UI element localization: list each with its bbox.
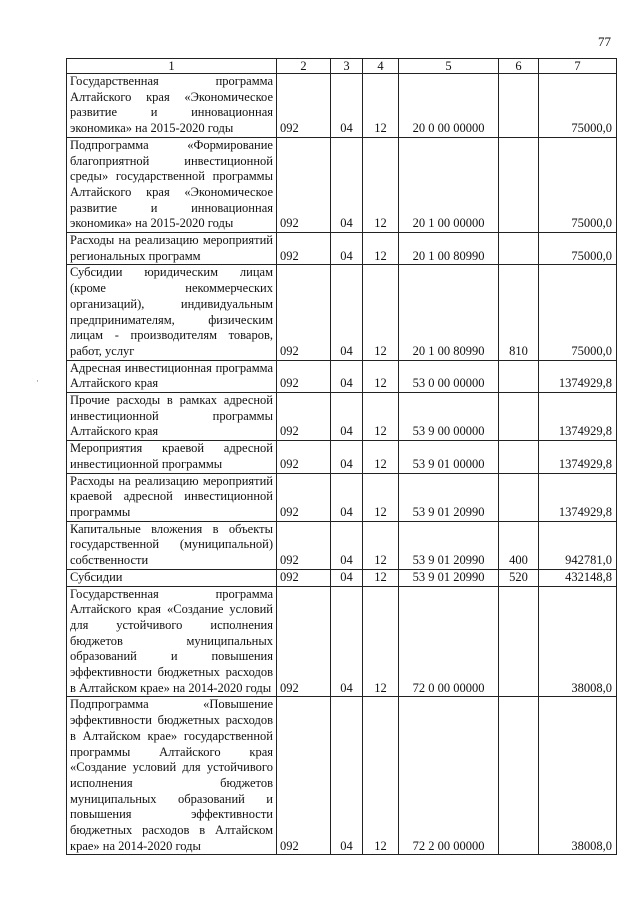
cell-amount: 75000,0: [539, 74, 617, 138]
cell-section: 04: [331, 265, 363, 360]
row-name: Прочие расходы в рамках адресной инвестиционной программы Алтайского края: [67, 393, 277, 441]
header-col-4: 4: [363, 59, 399, 74]
cell-target-article: 20 1 00 80990: [399, 233, 499, 265]
table-row: [67, 233, 617, 265]
cell-expense-type: [499, 137, 539, 232]
cell-amount: 1374929,8: [539, 441, 617, 473]
cell-target-article: 53 9 00 00000: [399, 393, 499, 441]
row-name: Подпрограмма «Повышение эффективности бюджетных расходов в Алтайском крае» государственной программы Алтайского края «Создание условий для устойчивого исполнения бюджетов муниципальных образований и повышения эффективности бюджетных расходов в Алтайском крае» на 2014-2020 годы: [67, 697, 277, 855]
cell-expense-type: [499, 360, 539, 392]
row-name: Расходы на реализацию мероприятий региональных программ: [67, 233, 277, 265]
cell-ministry: 092: [277, 697, 331, 855]
cell-ministry: 092: [277, 586, 331, 697]
cell-ministry: 092: [277, 74, 331, 138]
cell-subsection: 12: [363, 137, 399, 232]
cell-amount: 38008,0: [539, 697, 617, 855]
header-col-2: 2: [277, 59, 331, 74]
table-row: [67, 569, 617, 586]
table-row: [67, 360, 617, 392]
cell-section: 04: [331, 233, 363, 265]
cell-subsection: 12: [363, 569, 399, 586]
cell-expense-type: [499, 697, 539, 855]
row-name: Капитальные вложения в объекты государственной (муниципальной) собственности: [67, 521, 277, 569]
cell-section: 04: [331, 697, 363, 855]
cell-section: 04: [331, 137, 363, 232]
cell-expense-type: 400: [499, 521, 539, 569]
cell-ministry: 092: [277, 521, 331, 569]
cell-ministry: 092: [277, 360, 331, 392]
cell-subsection: 12: [363, 441, 399, 473]
row-name: Адресная инвестиционная программа Алтайского края: [67, 360, 277, 392]
cell-subsection: 12: [363, 393, 399, 441]
cell-target-article: 53 9 01 00000: [399, 441, 499, 473]
cell-target-article: 53 9 01 20990: [399, 473, 499, 521]
table-body: [67, 74, 617, 855]
row-name: Расходы на реализацию мероприятий краевой адресной инвестиционной программы: [67, 473, 277, 521]
cell-expense-type: 520: [499, 569, 539, 586]
cell-ministry: 092: [277, 393, 331, 441]
cell-section: 04: [331, 360, 363, 392]
cell-expense-type: [499, 233, 539, 265]
table-header: [67, 59, 617, 74]
cell-ministry: 092: [277, 441, 331, 473]
header-row: [67, 59, 617, 74]
cell-subsection: 12: [363, 697, 399, 855]
cell-target-article: 53 9 01 20990: [399, 569, 499, 586]
budget-table: [66, 58, 617, 855]
cell-section: 04: [331, 569, 363, 586]
cell-expense-type: [499, 393, 539, 441]
header-col-6: 6: [499, 59, 539, 74]
cell-amount: 1374929,8: [539, 393, 617, 441]
cell-amount: 75000,0: [539, 265, 617, 360]
cell-section: 04: [331, 586, 363, 697]
table-row: [67, 393, 617, 441]
cell-amount: 1374929,8: [539, 360, 617, 392]
header-col-1: 1: [67, 59, 277, 74]
cell-target-article: 53 0 00 00000: [399, 360, 499, 392]
cell-amount: 432148,8: [539, 569, 617, 586]
cell-target-article: 53 9 01 20990: [399, 521, 499, 569]
cell-subsection: 12: [363, 360, 399, 392]
page-number: 77: [598, 34, 611, 49]
header-col-7: 7: [539, 59, 617, 74]
table-row: [67, 441, 617, 473]
cell-target-article: 20 1 00 80990: [399, 265, 499, 360]
cell-ministry: 092: [277, 569, 331, 586]
table-row: [67, 74, 617, 138]
row-name: Мероприятия краевой адресной инвестиционной программы: [67, 441, 277, 473]
cell-subsection: 12: [363, 586, 399, 697]
cell-ministry: 092: [277, 473, 331, 521]
cell-subsection: 12: [363, 74, 399, 138]
cell-subsection: 12: [363, 521, 399, 569]
cell-section: 04: [331, 74, 363, 138]
cell-ministry: 092: [277, 265, 331, 360]
cell-subsection: 12: [363, 233, 399, 265]
cell-expense-type: [499, 441, 539, 473]
table-row: [67, 473, 617, 521]
cell-expense-type: [499, 74, 539, 138]
cell-amount: 38008,0: [539, 586, 617, 697]
cell-expense-type: [499, 473, 539, 521]
table-row: [67, 697, 617, 855]
cell-amount: 75000,0: [539, 233, 617, 265]
cell-subsection: 12: [363, 473, 399, 521]
table-row: [67, 586, 617, 697]
margin-mark: ·: [36, 376, 39, 386]
cell-amount: 75000,0: [539, 137, 617, 232]
cell-section: 04: [331, 393, 363, 441]
cell-ministry: 092: [277, 233, 331, 265]
cell-subsection: 12: [363, 265, 399, 360]
cell-section: 04: [331, 473, 363, 521]
cell-target-article: 72 0 00 00000: [399, 586, 499, 697]
row-name: Подпрограмма «Формирование благоприятной инвестиционной среды» государственной программы Алтайского края «Экономическое развитие и инновационная экономика» на 2015-2020 годы: [67, 137, 277, 232]
cell-section: 04: [331, 441, 363, 473]
header-col-5: 5: [399, 59, 499, 74]
table-row: [67, 521, 617, 569]
row-name: Государственная программа Алтайского края «Экономическое развитие и инновационная экономика» на 2015-2020 годы: [67, 74, 277, 138]
cell-ministry: 092: [277, 137, 331, 232]
cell-amount: 1374929,8: [539, 473, 617, 521]
cell-section: 04: [331, 521, 363, 569]
cell-target-article: 72 2 00 00000: [399, 697, 499, 855]
cell-expense-type: [499, 586, 539, 697]
row-name: Государственная программа Алтайского края «Создание условий для устойчивого исполнения бюджетов муниципальных образований и повышения эффективности бюджетных расходов в Алтайском крае» на 2014-2020 годы: [67, 586, 277, 697]
header-col-3: 3: [331, 59, 363, 74]
table-row: [67, 137, 617, 232]
row-name: Субсидии юридическим лицам (кроме некоммерческих организаций), индивидуальным предпринимателям, физическим лицам - производителям товаров, работ, услуг: [67, 265, 277, 360]
cell-amount: 942781,0: [539, 521, 617, 569]
table-row: [67, 265, 617, 360]
cell-target-article: 20 0 00 00000: [399, 74, 499, 138]
row-name: Субсидии: [67, 569, 277, 586]
cell-expense-type: 810: [499, 265, 539, 360]
cell-target-article: 20 1 00 00000: [399, 137, 499, 232]
